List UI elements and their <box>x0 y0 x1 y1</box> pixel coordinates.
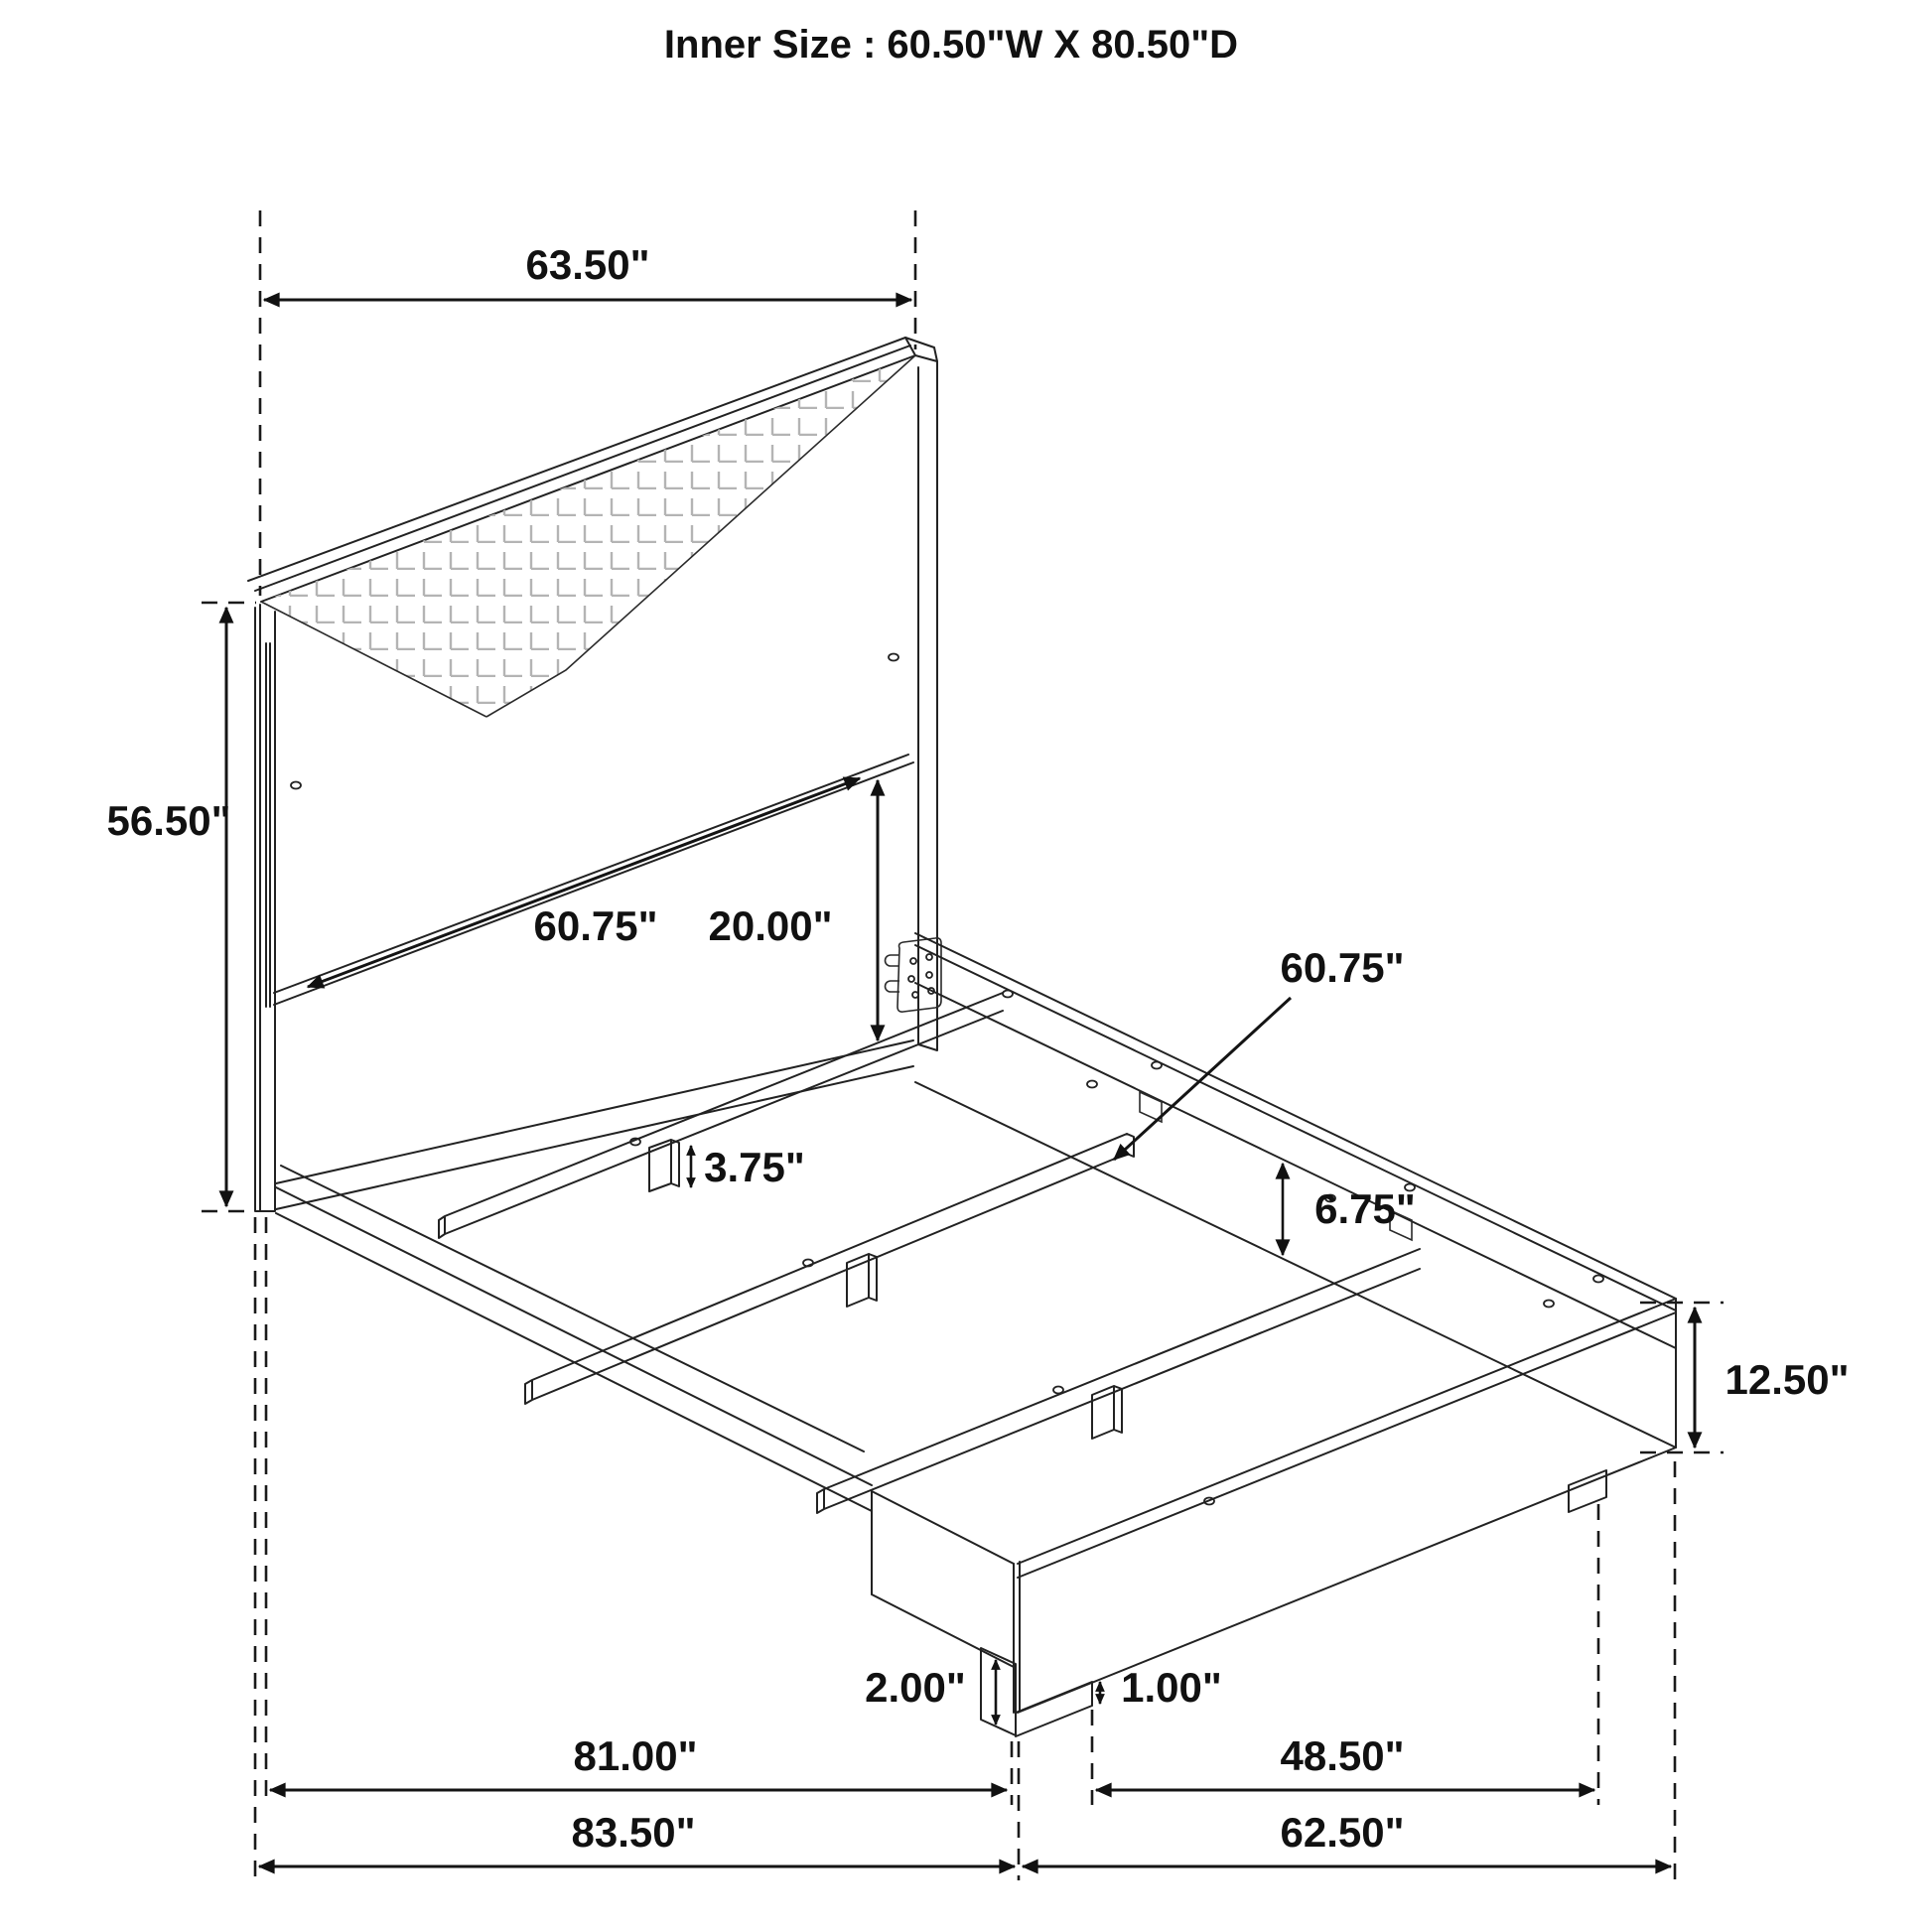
dim-inner-frame-length <box>270 1732 1007 1790</box>
bottom-extension-lines <box>255 1217 1675 1880</box>
dim-label-headboard-width: 63.50" <box>525 241 650 288</box>
dim-overall-length <box>259 1809 1015 1866</box>
quilt-pattern <box>238 338 953 745</box>
footboard <box>872 1299 1676 1736</box>
footboard-left-leg <box>981 1648 1092 1736</box>
left-ledge-rail <box>281 1166 864 1451</box>
dim-headboard-height <box>106 603 256 1211</box>
dim-headboard-inner-width <box>308 778 860 987</box>
dim-label-overall-length: 83.50" <box>571 1809 696 1856</box>
right-side-rail <box>915 983 1676 1448</box>
diagram-title: Inner Size : 60.50"W X 80.50"D <box>663 23 1239 67</box>
frame-rails <box>276 933 1676 1511</box>
headboard-hole-right <box>889 654 898 661</box>
dim-label-panel-height: 20.00" <box>708 902 833 949</box>
footboard-end-face <box>872 1491 1014 1667</box>
bed-structure <box>238 338 1676 1736</box>
dim-label-foot-leg-height: 2.00" <box>865 1664 966 1711</box>
head-rail <box>276 1040 913 1209</box>
dim-footboard-height <box>1640 1303 1850 1452</box>
dim-rail-height <box>1283 1164 1416 1255</box>
slat-3 <box>817 1249 1420 1513</box>
rail-bracket <box>886 938 942 1012</box>
dim-label-foot-clearance: 1.00" <box>1121 1664 1222 1711</box>
headboard-left-post <box>255 605 275 1211</box>
dim-label-foot-section-length: 48.50" <box>1280 1732 1405 1779</box>
left-side-rail <box>276 1187 872 1511</box>
headboard-hole-left <box>291 782 301 789</box>
footboard-right-leg <box>1569 1470 1606 1512</box>
dim-slat-length <box>1114 944 1405 1160</box>
slat-1-leg <box>649 1140 679 1191</box>
headboard <box>238 338 953 1211</box>
dim-label-slat-length: 60.75" <box>1280 944 1405 991</box>
footboard-front <box>1018 1299 1676 1713</box>
dim-slat-leg-height <box>691 1144 805 1190</box>
dim-label-footboard-height: 12.50" <box>1725 1356 1850 1403</box>
headboard-panel-bottom2 <box>274 755 908 993</box>
headboard-panel-bottom <box>274 762 913 1005</box>
slat-2-leg <box>847 1254 877 1307</box>
dim-label-slat-leg-height: 3.75" <box>704 1144 805 1190</box>
dim-footboard-section-length <box>1023 1809 1671 1866</box>
slat-2 <box>525 1134 1134 1404</box>
dim-label-footboard-section-length: 62.50" <box>1280 1809 1405 1856</box>
slat-3-leg <box>1092 1386 1122 1439</box>
dim-label-headboard-height: 56.50" <box>106 797 231 844</box>
dim-label-headboard-inner-width: 60.75" <box>533 902 658 949</box>
dim-foot-clearance <box>1100 1664 1222 1711</box>
dim-label-inner-frame-length: 81.00" <box>573 1732 698 1779</box>
dim-foot-leg-height <box>865 1660 996 1725</box>
dim-label-rail-height: 6.75" <box>1314 1185 1416 1232</box>
dimension-annotations <box>106 210 1849 1880</box>
dim-foot-section-length <box>1096 1732 1594 1790</box>
